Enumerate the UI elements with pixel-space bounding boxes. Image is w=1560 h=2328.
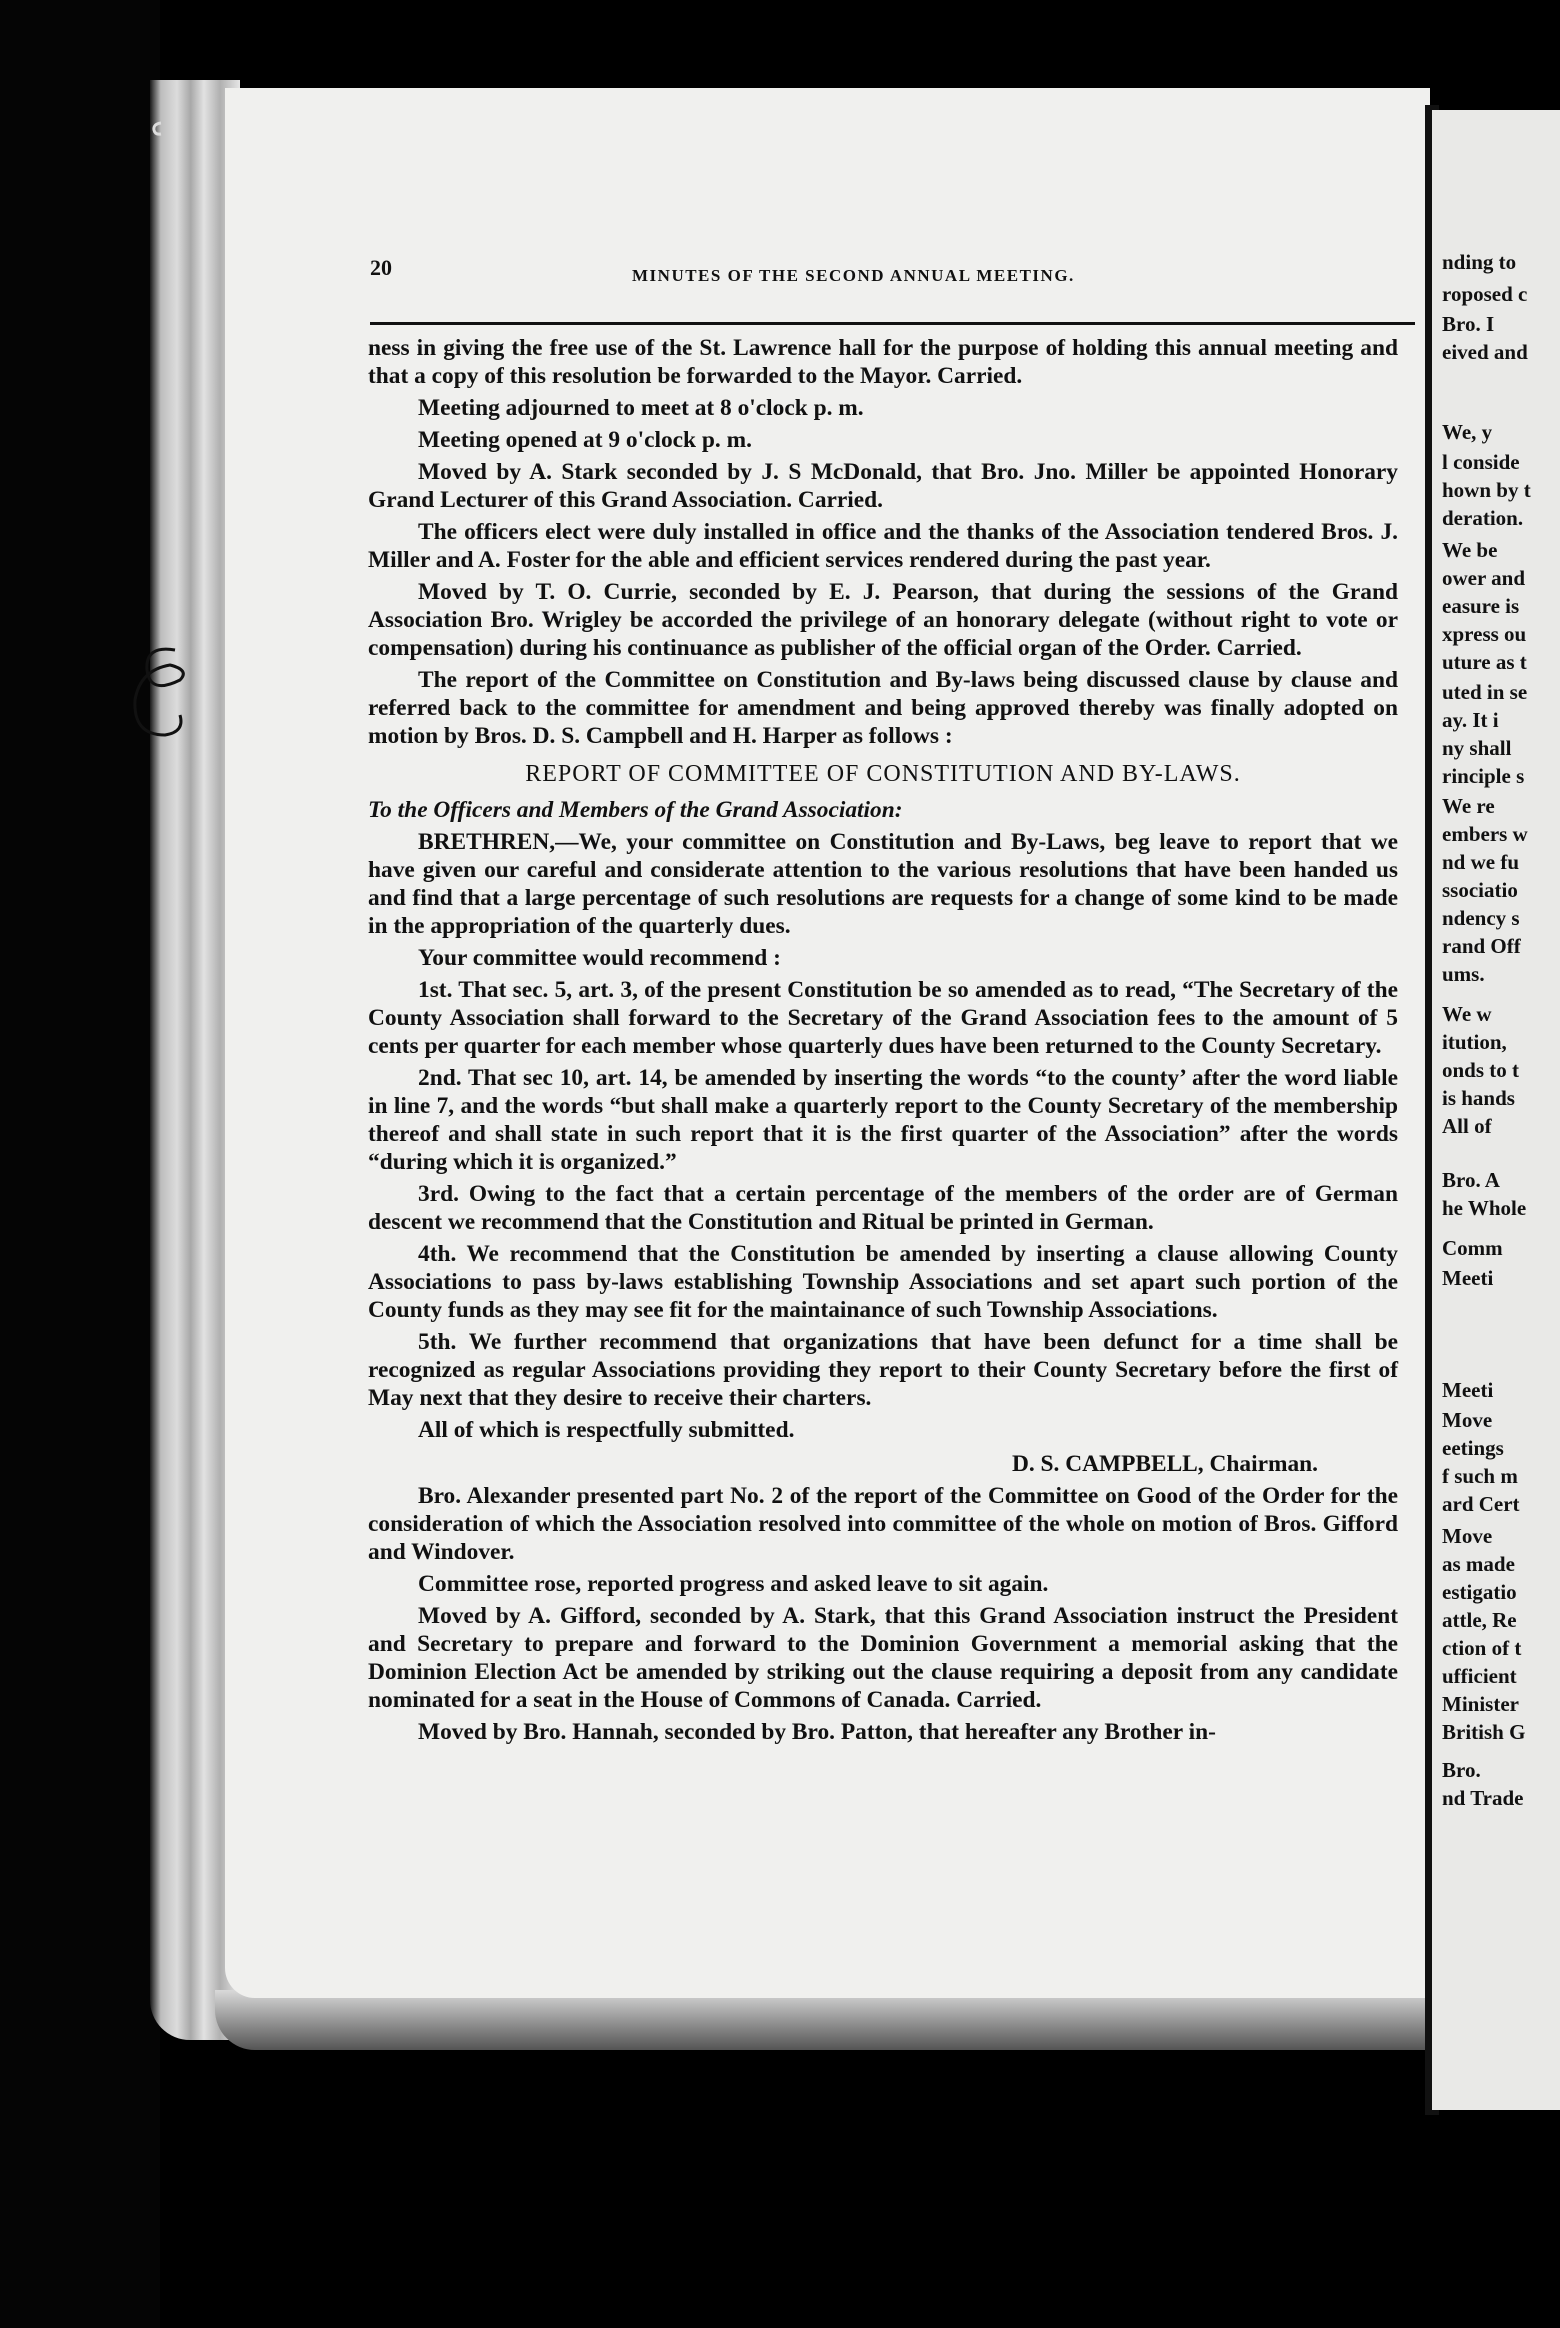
facing-page-line: uted in se [1442, 680, 1528, 704]
facing-page-line: We re [1442, 794, 1495, 818]
paragraph: Moved by A. Stark seconded by J. S McDonald, that Bro. Jno. Miller be appointed Honorary Grand Lecturer of this Grand Association. Carried. [368, 459, 1398, 513]
facing-page [1432, 110, 1560, 2110]
facing-page-line: All of [1442, 1114, 1492, 1138]
facing-page-line: xpress ou [1442, 622, 1527, 646]
facing-page-line: Comm [1442, 1236, 1503, 1260]
facing-page-line: onds to t [1442, 1058, 1520, 1082]
facing-page-line: uture as t [1442, 650, 1527, 674]
facing-page-line: eetings [1442, 1436, 1504, 1460]
facing-page-line: ny shall [1442, 736, 1512, 760]
facing-page-line: We w [1442, 1002, 1492, 1026]
facing-page-line: ndency s [1442, 906, 1520, 930]
facing-page-line: Move [1442, 1524, 1493, 1548]
page-body [368, 334, 1398, 1750]
report-paragraph: 1st. That sec. 5, art. 3, of the present Constitution be so amended as to read, “The Secretary of the County Association shall forward to the Secretary of the Grand Association fees to the amount of 5 cents per quarter for each member whose quarterly dues have been returned to the County Secretary. [368, 977, 1398, 1059]
facing-page-line: nd Trade [1442, 1786, 1524, 1810]
facing-page-line: estigatio [1442, 1580, 1517, 1604]
facing-page-line: ard Cert [1442, 1492, 1520, 1516]
paragraph: The officers elect were duly installed in office and the thanks of the Association tendered Bros. J. Miller and A. Foster for the able and efficient services rendered during the past year. [368, 519, 1398, 573]
facing-page-line: ufficient [1442, 1664, 1517, 1688]
facing-page-line: attle, Re [1442, 1608, 1517, 1632]
facing-page-line: ower and [1442, 566, 1526, 590]
report-paragraph: All of which is respectfully submitted. [418, 1417, 795, 1443]
paragraph: Committee rose, reported progress and asked leave to sit again. [418, 1571, 1049, 1597]
facing-page-line: We be [1442, 538, 1498, 562]
facing-page-line: as made [1442, 1552, 1515, 1576]
report-paragraph: 4th. We recommend that the Constitution be amended by inserting a clause allowing County Associations to pass by-laws establishing Township Associations and set apart such portion of the County funds as they may see fit for the maintainance of such Township Associations. [368, 1241, 1398, 1323]
paragraph: Moved by A. Gifford, seconded by A. Stark, that this Grand Association instruct the President and Secretary to prepare and forward to the Dominion Government a memorial asking that the Dominion Election Act be amended by striking out the clause requiring a deposit from any candidate nominated for a seat in the House of Commons of Canada. Carried. [368, 1603, 1398, 1713]
report-signature: D. S. CAMPBELL, Chairman. [1011, 1451, 1318, 1477]
facing-page-line: itution, [1442, 1030, 1507, 1054]
report-paragraph: 2nd. That sec 10, art. 14, be amended by inserting the words “to the county’ after the word liable in line 7, and the words “but shall make a quarterly report to the County Secretary of the membership thereof and shall state in such report that it is the first quarter of the Association” after the words “during which it is organized.” [368, 1065, 1398, 1175]
facing-page-line: rinciple s [1442, 764, 1525, 788]
paragraph: Bro. Alexander presented part No. 2 of the report of the Committee on Good of the Order for the consideration of which the Association resolved into committee of the whole on motion of Bros. Gifford and Windover. [368, 1483, 1398, 1565]
facing-page-line: is hands [1442, 1086, 1515, 1110]
facing-page-line: Bro. A [1442, 1168, 1500, 1192]
facing-page-line: roposed c [1442, 282, 1528, 306]
report-paragraph: Your committee would recommend : [418, 945, 781, 971]
page-number: 20 [370, 255, 392, 280]
paragraph: Moved by T. O. Currie, seconded by E. J. Pearson, that during the sessions of the Grand Association Bro. Wrigley be accorded the privilege of an honorary delegate (without right to vote or compensation) during his continuance as publisher of the official organ of the Order. Carried. [368, 579, 1398, 661]
handwritten-loop-mark [125, 640, 195, 750]
facing-page-line: easure is [1442, 594, 1520, 618]
facing-page-line: We, y [1442, 420, 1493, 444]
report-paragraph: 5th. We further recommend that organizations that have been defunct for a time shall be recognized as regular Associations providing they report to their County Secretary before the first of May next that they desire to receive their charters. [368, 1329, 1398, 1411]
facing-page-line: ssociatio [1442, 878, 1518, 902]
margin-mark [150, 120, 164, 138]
paragraph: The report of the Committee on Constitution and By-laws being discussed clause by clause and referred back to the committee for amendment and being approved thereby was finally adopted on motion by Bros. D. S. Campbell and H. Harper as follows : [368, 667, 1398, 749]
facing-page-line: Bro. [1442, 1758, 1481, 1782]
paragraph: ness in giving the free use of the St. Lawrence hall for the purpose of holding this annual meeting and that a copy of this resolution be forwarded to the Mayor. Carried. [368, 335, 1398, 389]
paragraph: Moved by Bro. Hannah, seconded by Bro. Patton, that hereafter any Brother in- [418, 1719, 1216, 1745]
facing-page-line: nding to [1442, 250, 1517, 274]
paragraph: Meeting adjourned to meet at 8 o'clock p. m. [418, 395, 864, 421]
facing-page-line: ums. [1442, 962, 1485, 986]
facing-page-line: l conside [1442, 450, 1520, 474]
page-bottom-shadow [215, 1990, 1435, 2050]
header-rule [370, 322, 1415, 325]
report-heading: REPORT OF COMMITTEE OF CONSTITUTION AND BY-LAWS. [525, 761, 1241, 787]
running-title: MINUTES OF THE SECOND ANNUAL MEETING. [632, 266, 1075, 285]
facing-page-line: hown by t [1442, 478, 1531, 502]
facing-page-line: ay. It i [1442, 708, 1499, 732]
report-paragraph: BRETHREN,—We, your committee on Constitution and By-Laws, beg leave to report that we have given our careful and considerate attention to the various resolutions that have been handed us and find that a large percentage of such resolutions are requests for a change of some kind to be made in the appropriation of the quarterly dues. [368, 829, 1398, 939]
facing-page-line: eived and [1442, 340, 1528, 364]
facing-page-line: ction of t [1442, 1636, 1522, 1660]
report-salutation: To the Officers and Members of the Grand Association: [368, 797, 903, 823]
facing-page-line: Move [1442, 1408, 1493, 1432]
facing-page-line: Meeti [1442, 1378, 1494, 1402]
facing-page-line: deration. [1442, 506, 1524, 530]
facing-page-line: embers w [1442, 822, 1528, 846]
facing-page-line: he Whole [1442, 1196, 1527, 1220]
facing-page-line: Bro. I [1442, 312, 1495, 336]
facing-page-line: Minister [1442, 1692, 1519, 1716]
facing-page-line: rand Off [1442, 934, 1521, 958]
paragraph: Meeting opened at 9 o'clock p. m. [418, 427, 752, 453]
report-paragraph: 3rd. Owing to the fact that a certain percentage of the members of the order are of German descent we recommend that the Constitution and Ritual be printed in German. [368, 1181, 1398, 1235]
facing-page-line: Meeti [1442, 1266, 1494, 1290]
scan-border-left [0, 0, 160, 2328]
facing-page-line: f such m [1442, 1464, 1518, 1488]
facing-page-line: nd we fu [1442, 850, 1520, 874]
facing-page-line: British G [1442, 1720, 1526, 1744]
